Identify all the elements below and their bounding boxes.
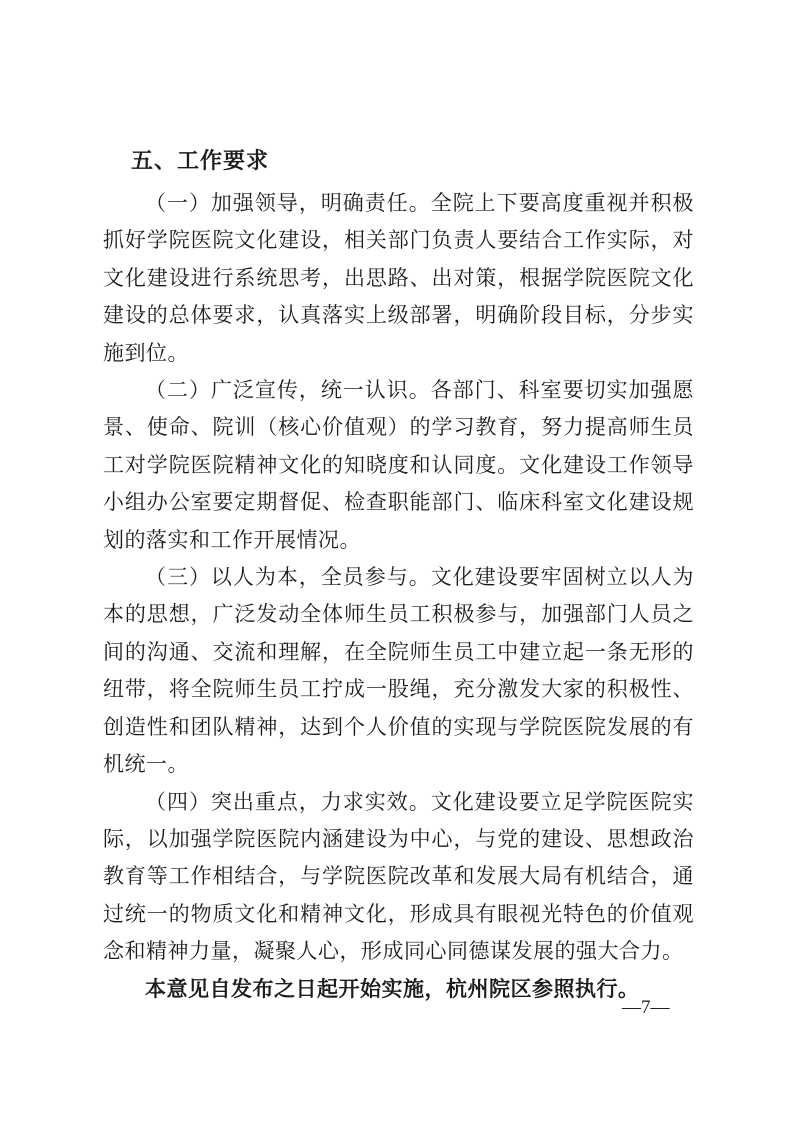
closing-paragraph: 本意见自发布之日起开始实施，杭州院区参照执行。 <box>145 977 640 1001</box>
paragraph-4: （四）突出重点，力求实效。文化建设要立足学院医院实际，以加强学院医院内涵建设为中心，与党的建设、思想政治教育等工作相结合，与学院医院改革和发展大局有机结合，通过统一的物质文化和精神文化，形成具有眼视光特色的价值观念和精神力量，凝聚人心，形成同心同德谋发展的强大合力。 <box>103 789 694 964</box>
paragraph-3: （三）以人为本，全员参与。文化建设要牢固树立以人为本的思想，广泛发动全体师生员工积极参与，加强部门人员之间的沟通、交流和理解，在全院师生员工中建立起一条无形的纽带，将全院师生员工拧成一股绳，充分激发大家的积极性、创造性和团队精神，达到个人价值的实现与学院医院发展的有机统一。 <box>103 565 694 777</box>
paragraph-2: （二）广泛宣传，统一认识。各部门、科室要切实加强愿景、使命、院训（核心价值观）的学习教育，努力提高师生员工对学院医院精神文化的知晓度和认同度。文化建设工作领导小组办公室要定期督促、检查职能部门、临床科室文化建设规划的落实和工作开展情况。 <box>103 378 694 552</box>
section-heading: 五、工作要求 <box>131 148 270 173</box>
page-number: —7— <box>622 997 670 1018</box>
document-content <box>103 143 694 1008</box>
paragraph-1: （一）加强领导，明确责任。全院上下要高度重视并积极抓好学院医院文化建设，相关部门负责人要结合工作实际，对文化建设进行系统思考，出思路、出对策，根据学院医院文化建设的总体要求，认真落实上级部署，明确阶段目标，分步实施到位。 <box>103 191 694 365</box>
